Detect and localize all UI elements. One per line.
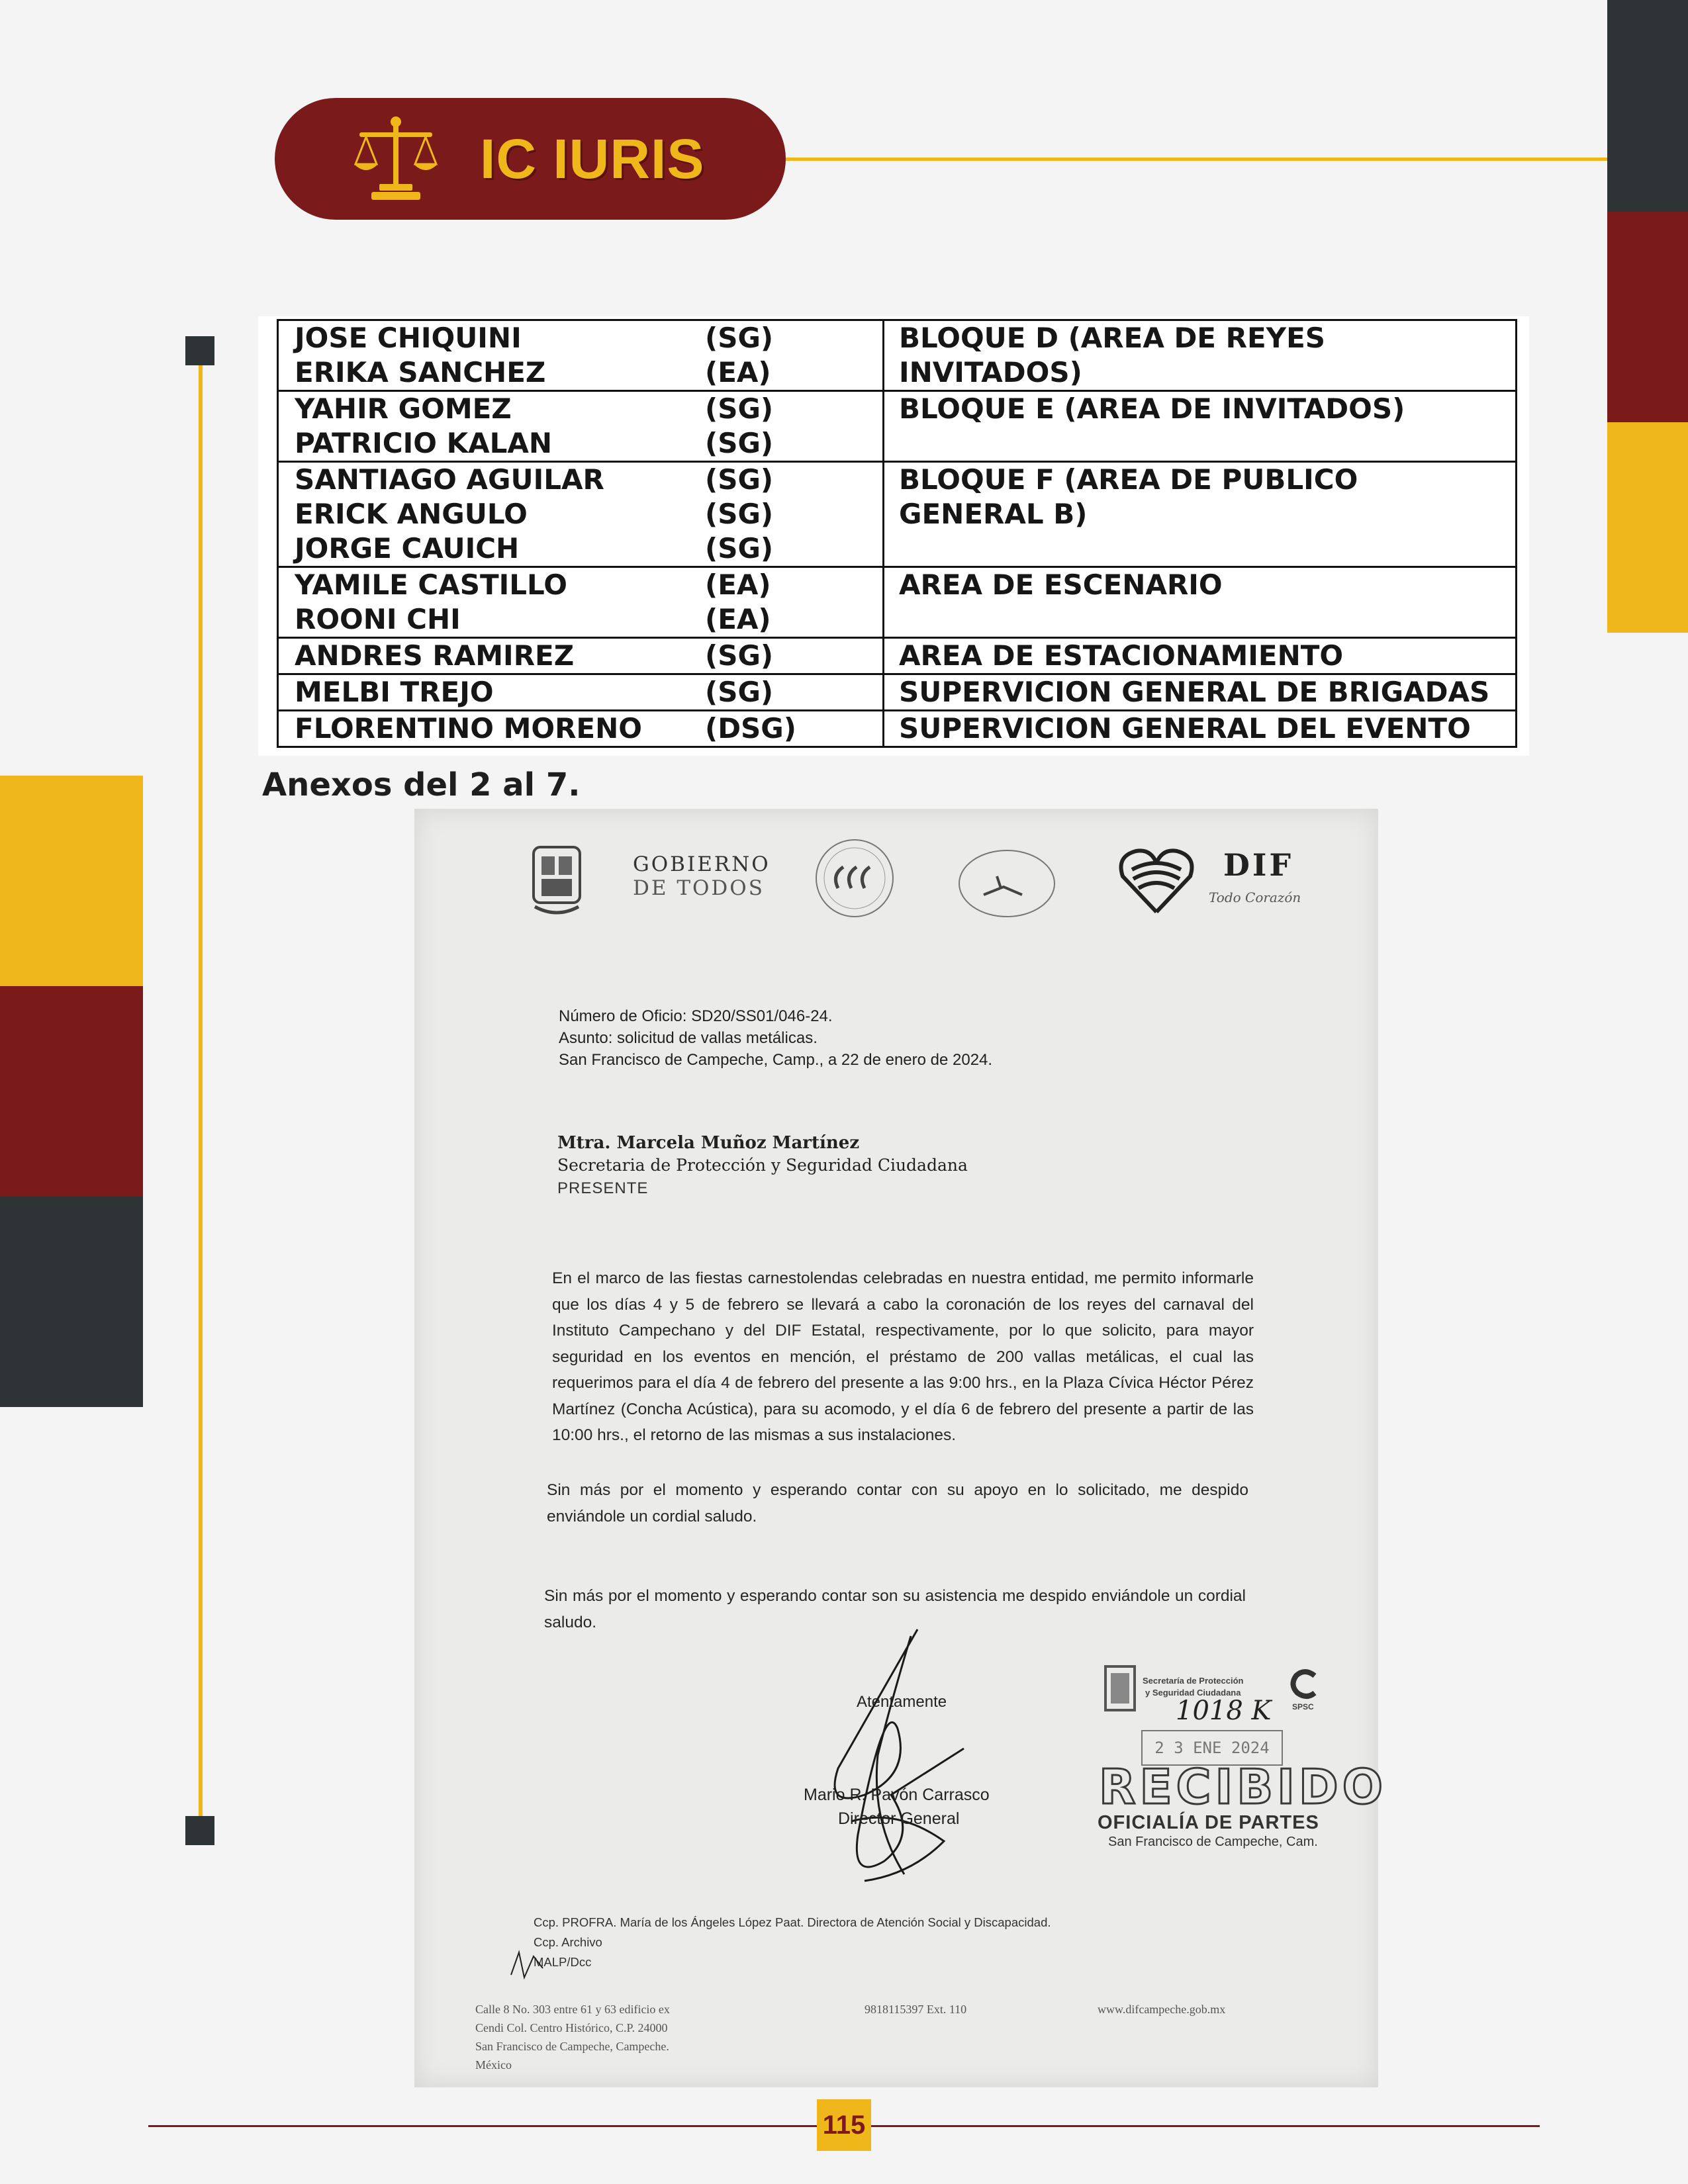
person-role: (SG) xyxy=(705,427,774,459)
left-bar-gold xyxy=(0,776,143,986)
stamp-org-abbr: SPSC xyxy=(1292,1702,1314,1711)
person-role: (EA) xyxy=(705,356,771,388)
letter-paragraph-1: En el marco de las fiestas carnestolendas celebradas en nuestra entidad, me permito informarle que los días 4 y 5 de febrero se llevará a cabo la coronación de los reyes del carnaval del Instituto Campechano y del DIF Estatal, respectivamente, por lo que solicito, para mayor seguridad en los eventos en mención, el préstamo de 200 vallas metálicas, el cual las requerimos para el día 4 de febrero del presente a las 9:00 hrs., en la Plaza Cívica Héctor Pérez Martínez (Concha Acústica), para su acomodo, y el día 6 de febrero del presente a partir de las 10:00 hrs., el retorno de las mismas a sus instalaciones. xyxy=(552,1269,1254,1444)
brand-badge xyxy=(275,98,786,220)
personnel-entry xyxy=(295,531,882,566)
gobierno-logo-line2: DE TODOS xyxy=(633,876,765,900)
ccp-line-3: MALP/Dcc xyxy=(534,1955,592,1969)
person-name: JORGE CAUICH xyxy=(295,532,520,565)
scales-of-justice-icon xyxy=(353,113,439,205)
person-role: (SG) xyxy=(705,392,774,425)
oficio-subject: Asunto: solicitud de vallas metálicas. xyxy=(559,1029,818,1047)
table-row xyxy=(278,391,1517,462)
person-name: ROONI CHI xyxy=(295,603,461,635)
assigned-area: BLOQUE F (AREA DE PUBLICO GENERAL B) xyxy=(884,462,1517,567)
stamp-org-line1: Secretaría de Protección xyxy=(1143,1676,1244,1686)
personnel-cell xyxy=(278,638,884,674)
person-name: ERIKA SANCHEZ xyxy=(295,356,546,388)
stamp-handwritten-number: 1018 K xyxy=(1176,1696,1272,1726)
letter-phone: 9818115397 Ext. 110 xyxy=(865,2003,967,2016)
personnel-cell xyxy=(278,711,884,747)
personnel-entry xyxy=(295,497,882,531)
right-bar-gold xyxy=(1607,422,1688,633)
timeline-line xyxy=(199,357,203,1828)
person-role: (SG) xyxy=(705,532,774,565)
signer-title: Director General xyxy=(838,1809,960,1828)
distintivo-seal-icon xyxy=(957,847,1056,920)
person-role: (SG) xyxy=(705,322,774,354)
personnel-entry xyxy=(295,355,882,390)
assigned-area: AREA DE ESCENARIO xyxy=(884,567,1517,638)
timeline-marker-bottom xyxy=(185,1816,214,1845)
timeline-marker-top xyxy=(185,336,214,365)
person-name: PATRICIO KALAN xyxy=(295,427,553,459)
person-name: ANDRES RAMIREZ xyxy=(295,639,575,672)
letter-closing: Atentamente xyxy=(857,1693,947,1711)
handwritten-signature-icon xyxy=(812,1623,984,1901)
assigned-area: AREA DE ESTACIONAMIENTO xyxy=(884,638,1517,674)
table-row xyxy=(278,674,1517,711)
oficio-number: Número de Oficio: SD20/SS01/046-24. xyxy=(559,1007,833,1025)
person-name: YAHIR GOMEZ xyxy=(295,392,512,425)
personnel-cell xyxy=(278,320,884,391)
person-name: JOSE CHIQUINI xyxy=(295,322,522,354)
person-role: (EA) xyxy=(705,569,771,601)
spsc-logo-icon xyxy=(1288,1669,1321,1700)
signer-name: Mario R. Pavón Carrasco xyxy=(804,1786,990,1804)
letter-address-3: San Francisco de Campeche, Campeche. xyxy=(475,2040,669,2053)
letter-address-4: México xyxy=(475,2058,512,2071)
left-bar-maroon xyxy=(0,986,143,1197)
personnel-entry xyxy=(295,711,882,746)
gobierno-logo-line1: GOBIERNO xyxy=(633,852,771,876)
letter-website: www.difcampeche.gob.mx xyxy=(1098,2003,1226,2016)
recipient-title: Secretaria de Protección y Seguridad Ciudadana xyxy=(557,1156,968,1175)
person-name: ERICK ANGULO xyxy=(295,498,528,530)
person-role: (DSG) xyxy=(705,712,796,745)
personnel-entry xyxy=(295,602,882,637)
instituto-seal-icon xyxy=(812,835,898,921)
assigned-area: SUPERVICION GENERAL DE BRIGADAS xyxy=(884,674,1517,711)
footer-rule-left xyxy=(148,2125,817,2127)
personnel-entry xyxy=(295,675,882,709)
assigned-area: SUPERVICION GENERAL DEL EVENTO xyxy=(884,711,1517,747)
assigned-area: BLOQUE D (AREA DE REYES INVITADOS) xyxy=(884,320,1517,391)
personnel-cell xyxy=(278,567,884,638)
dif-logo-tagline: Todo Corazón xyxy=(1209,889,1301,905)
personnel-entry xyxy=(295,463,882,497)
person-name: SANTIAGO AGUILAR xyxy=(295,463,604,496)
letter-paragraph-2: Sin más por el momento y esperando contar con su apoyo en lo solicitado, me despido enviándole un cordial saludo. xyxy=(547,1481,1248,1525)
initials-scribble-icon xyxy=(507,1948,547,1981)
table-row xyxy=(278,320,1517,391)
personnel-cell xyxy=(278,674,884,711)
person-role: (SG) xyxy=(705,639,774,672)
personnel-entry xyxy=(295,426,882,461)
ccp-line-1: Ccp. PROFRA. María de los Ángeles López Paat. Directora de Atención Social y Discapacidad. xyxy=(534,1915,1051,1929)
personnel-entry xyxy=(295,568,882,602)
dif-heart-icon xyxy=(1116,843,1197,916)
stamp-office: OFICIALÍA DE PARTES xyxy=(1098,1812,1319,1833)
recipient-name: Mtra. Marcela Muñoz Martínez xyxy=(557,1133,860,1153)
letter-address-2: Cendi Col. Centro Histórico, C.P. 24000 xyxy=(475,2021,668,2034)
annex-caption: Anexos del 2 al 7. xyxy=(262,766,581,803)
person-role: (EA) xyxy=(705,603,771,635)
assigned-area: BLOQUE E (AREA DE INVITADOS) xyxy=(884,391,1517,462)
table-row xyxy=(278,462,1517,567)
brigade-table xyxy=(277,319,1517,748)
brand-title: IC IURIS xyxy=(480,128,705,190)
recipient-presente: PRESENTE xyxy=(557,1179,649,1197)
person-name: FLORENTINO MORENO xyxy=(295,712,642,745)
spsc-seal-icon xyxy=(1103,1664,1137,1713)
header-rule xyxy=(786,158,1607,161)
letter-address-1: Calle 8 No. 303 entre 61 y 63 edificio ex xyxy=(475,2003,670,2016)
footer-rule-right xyxy=(871,2125,1540,2127)
person-role: (SG) xyxy=(705,676,774,708)
personnel-cell xyxy=(278,462,884,567)
table-row xyxy=(278,638,1517,674)
person-name: YAMILE CASTILLO xyxy=(295,569,567,601)
ccp-line-2: Ccp. Archivo xyxy=(534,1935,602,1949)
oficio-place-date: San Francisco de Campeche, Camp., a 22 de enero de 2024. xyxy=(559,1051,993,1069)
personnel-entry xyxy=(295,321,882,355)
brigade-table-panel xyxy=(258,316,1529,756)
stamp-org-line2: y Seguridad Ciudadana xyxy=(1145,1688,1241,1698)
person-name: MELBI TREJO xyxy=(295,676,494,708)
stamp-date-box: 2 3 ENE 2024 xyxy=(1141,1730,1283,1766)
dif-logo-text: DIF xyxy=(1223,847,1294,883)
left-bar-dark xyxy=(0,1197,143,1407)
scanned-letter xyxy=(414,809,1387,2087)
letter-paragraph-3: Sin más por el momento y esperando contar son su asistencia me despido enviándole un cordial saludo. xyxy=(544,1587,1246,1631)
campeche-coat-of-arms-icon xyxy=(528,841,585,920)
stamp-city: San Francisco de Campeche, Cam. xyxy=(1108,1835,1318,1849)
right-bar-maroon xyxy=(1607,212,1688,422)
person-role: (SG) xyxy=(705,498,774,530)
page-number: 115 xyxy=(817,2099,871,2151)
table-row xyxy=(278,567,1517,638)
stamp-received: RECIBIDO xyxy=(1099,1759,1387,1815)
person-role: (SG) xyxy=(705,463,774,496)
table-row xyxy=(278,711,1517,747)
personnel-entry xyxy=(295,639,882,673)
right-bar-dark xyxy=(1607,0,1688,212)
personnel-entry xyxy=(295,392,882,426)
personnel-cell xyxy=(278,391,884,462)
